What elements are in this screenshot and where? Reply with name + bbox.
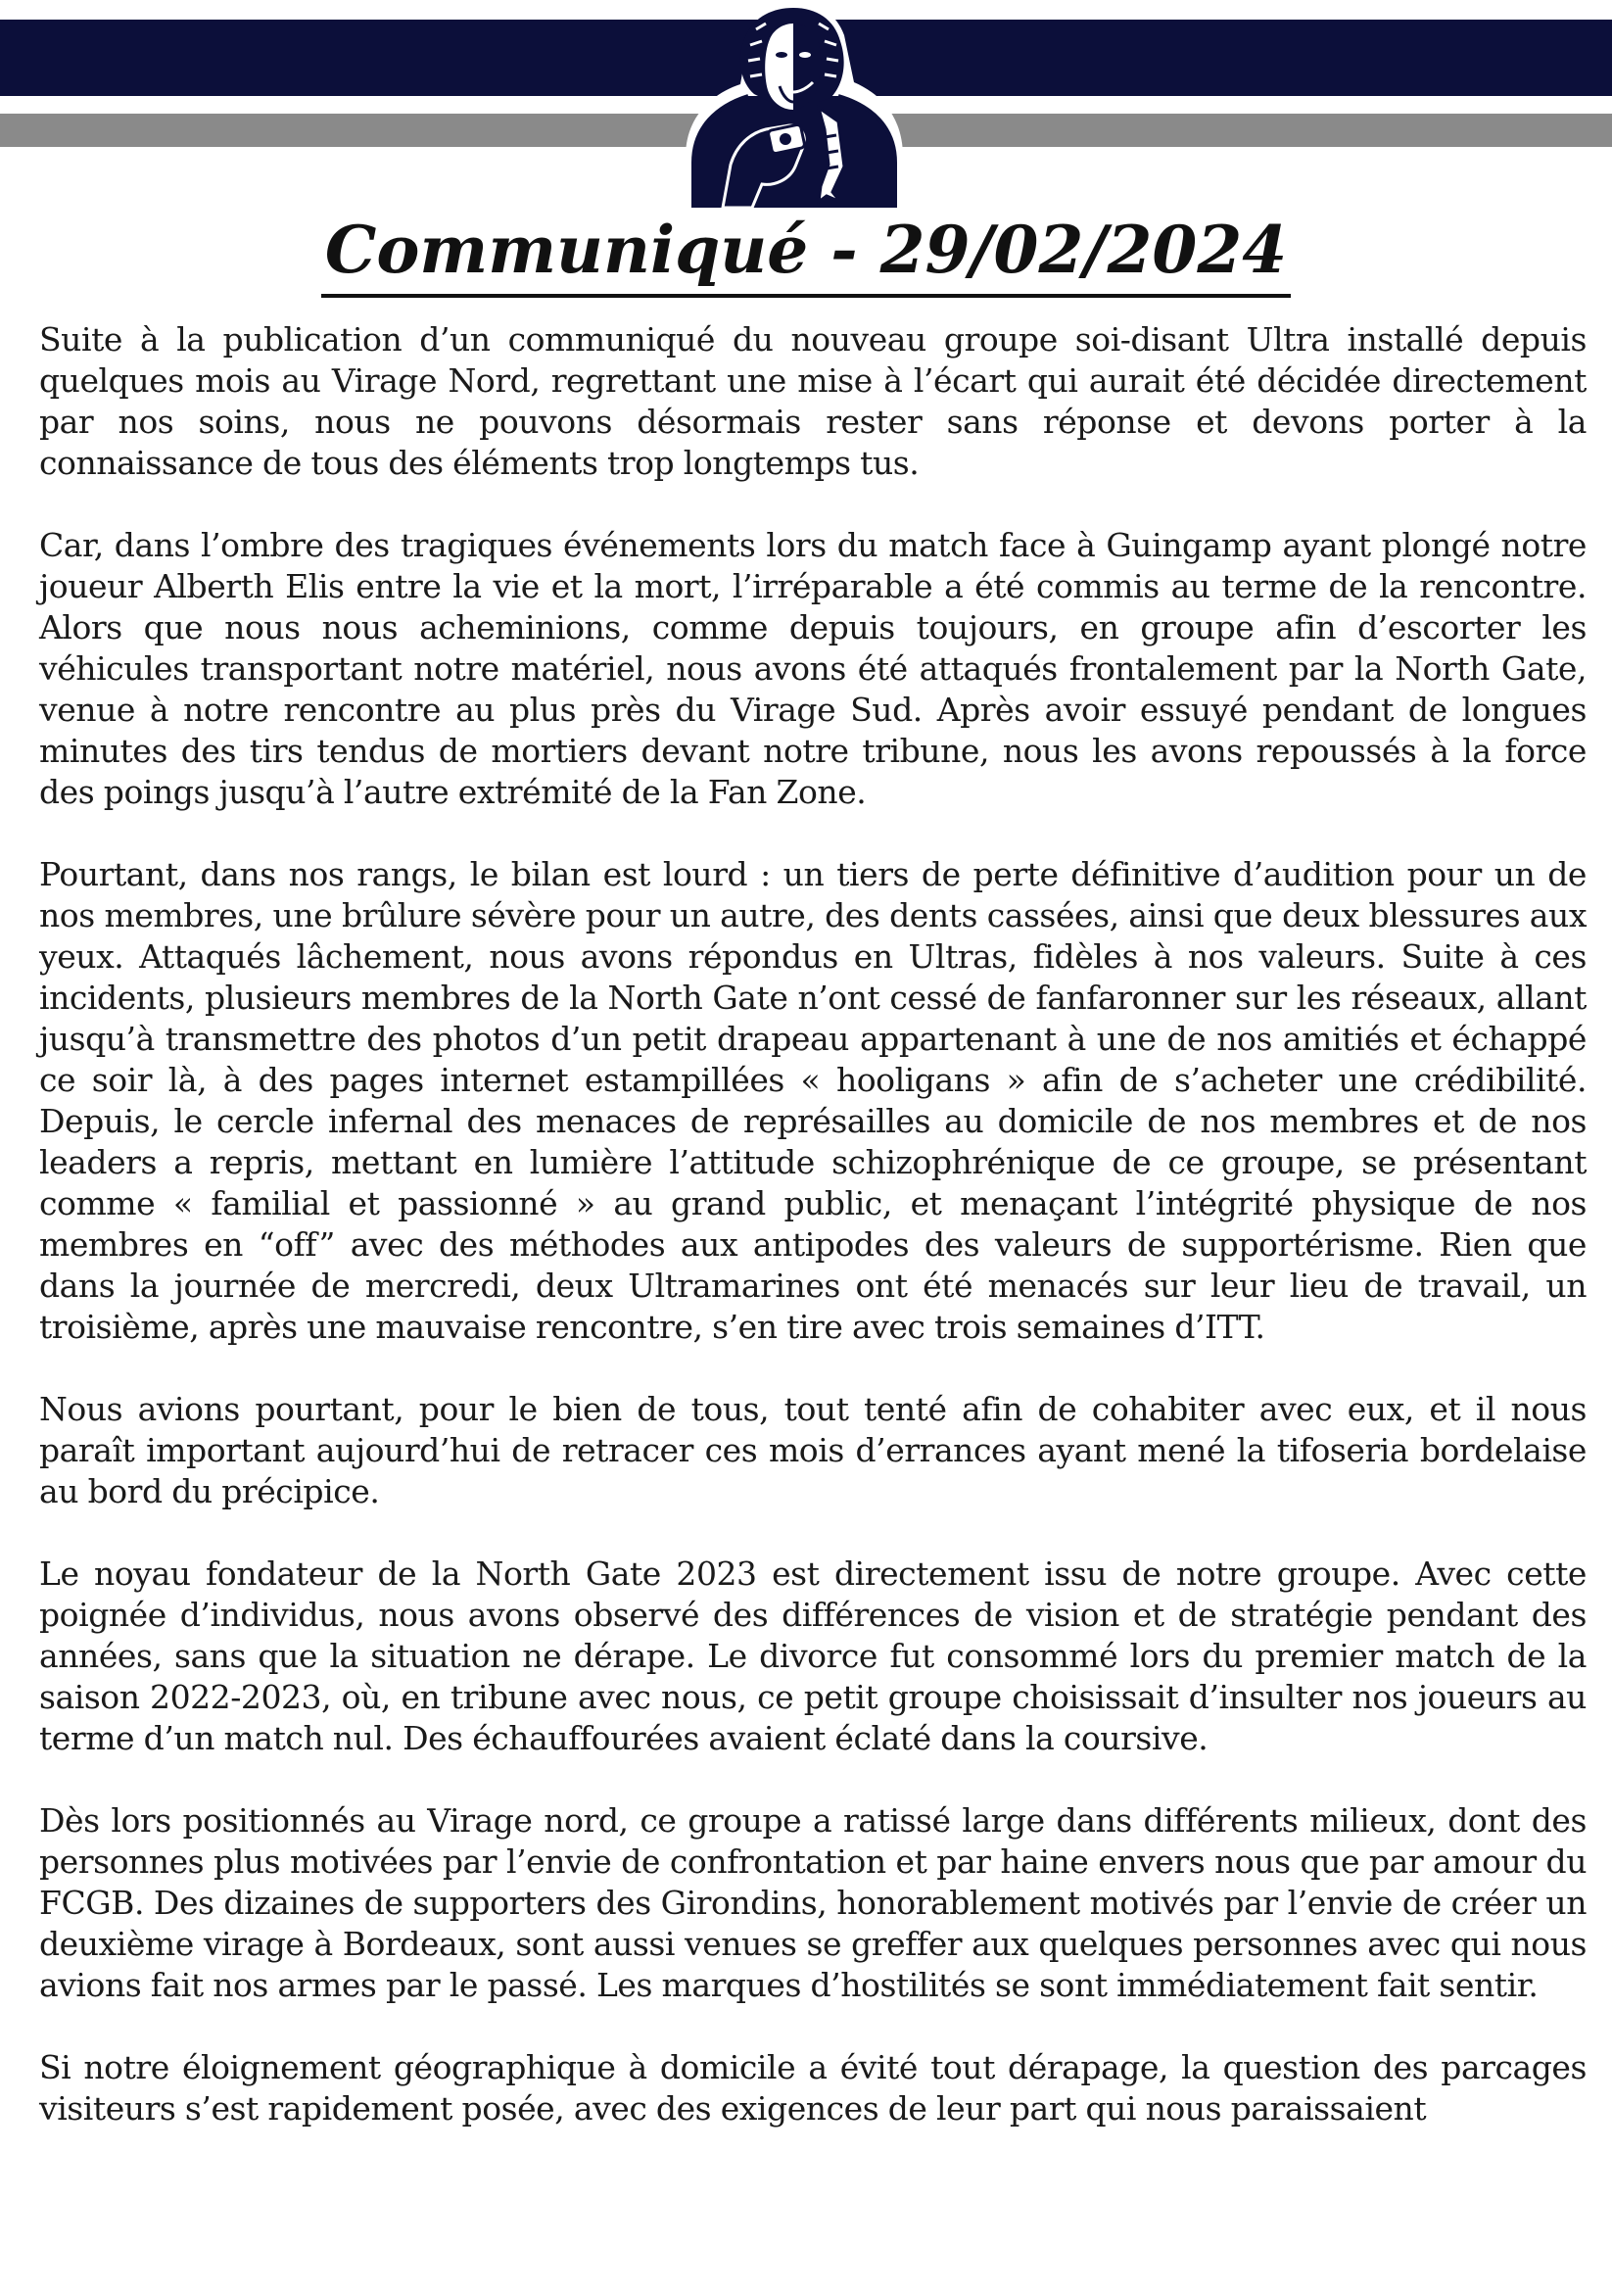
paragraph-1: Suite à la publication d’un communiqué du nouveau groupe soi-disant Ultra installé depuis quelques mois au Virage Nord, regrettant une mise à l’écart qui aurait été décidée directement par nos soins, nous ne pouvons désormais rester sans réponse et devons porter à la connaissance de tous des éléments trop longtemps tus. [39,320,1587,482]
communique-body [39,319,1587,2171]
paragraph-5: Le noyau fondateur de la North Gate 2023 est directement issu de notre groupe. Avec cette poignée d’individus, nous avons observé des différences de vision et de stratégie pendant des années, sans que la situation ne dérape. Le divorce fut consommé lors du premier match de la saison 2022-2023, où, en tribune avec nous, ce petit groupe choisissait d’insulter nos joueurs au terme d’un match nul. Des échauffourées avaient éclaté dans la coursive. [39,1555,1587,1757]
paragraph-2: Car, dans l’ombre des tragiques événements lors du match face à Guingamp ayant plongé notre joueur Alberth Elis entre la vie et la mort, l’irréparable a été commis au terme de la rencontre. Alors que nous nous acheminions, comme depuis toujours, en groupe afin d’escorter les véhicules transportant notre matériel, nous avons été attaqués frontalement par la North Gate, venue à notre rencontre au plus près du Virage Sud. Après avoir essuyé pendant de longues minutes des tirs tendus de mortiers devant notre tribune, nous les avons repoussés à la force des poings jusqu’à l’autre extrémité de la Fan Zone. [39,526,1587,811]
paragraph-6: Dès lors positionnés au Virage nord, ce groupe a ratissé large dans différents milieux, dont des personnes plus motivées par l’envie de confrontation et par haine envers nous que par amour du FCGB. Des dizaines de supporters des Girondins, honorablement motivés par l’envie de créer un deuxième virage à Bordeaux, sont aussi venues se greffer aux quelques personnes avec qui nous avions fait nos armes par le passé. Les marques d’hostilités se sont immédiatement fait sentir. [39,1801,1587,2004]
paragraph-4: Nous avions pourtant, pour le bien de tous, tout tenté afin de cohabiter avec eux, et il nous paraît important aujourd’hui de retracer ces mois d’errances ayant mené la tifoseria bordelaise au bord du précipice. [39,1390,1587,1510]
page-title [0,208,1612,298]
paragraph-7: Si notre éloignement géographique à domicile a évité tout dérapage, la question des parcages visiteurs s’est rapidement posée, avec des exigences de leur part qui nous paraissaient [39,2048,1587,2128]
paragraph-3: Pourtant, dans nos rangs, le bilan est lourd : un tiers de perte définitive d’audition pour un de nos membres, une brûlure sévère pour un autre, des dents cassées, ainsi que deux blessures aux yeux. Attaqués lâchement, nous avons répondus en Ultras, fidèles à nos valeurs. Suite à ces incidents, plusieurs membres de la North Gate n’ont cessé de fanfaronner sur les réseaux, allant jusqu’à transmettre des photos d’un petit drapeau appartenant à une de nos amitiés et échappé ce soir là, à des pages internet estampillées « hooligans » afin de s’acheter une crédibilité. Depuis, le cercle infernal des menaces de représailles au domicile de nos membres et de nos leaders a repris, mettant en lumière l’attitude schizophrénique de ce groupe, se présentant comme « familial et passionné » au grand public, et menaçant l’intégrité physique de nos membres en “off” avec des méthodes aux antipodes des valeurs de supportérisme. Rien que dans la journée de mercredi, deux Ultramarines ont été menacés sur leur lieu de travail, un troisième, après une mauvaise rencontre, s’en tire avec trois semaines d’ITT. [39,855,1587,1346]
page-title-text: Communiqué - 29/02/2024 [321,208,1291,298]
ultramarines-mascot-logo [672,0,915,212]
